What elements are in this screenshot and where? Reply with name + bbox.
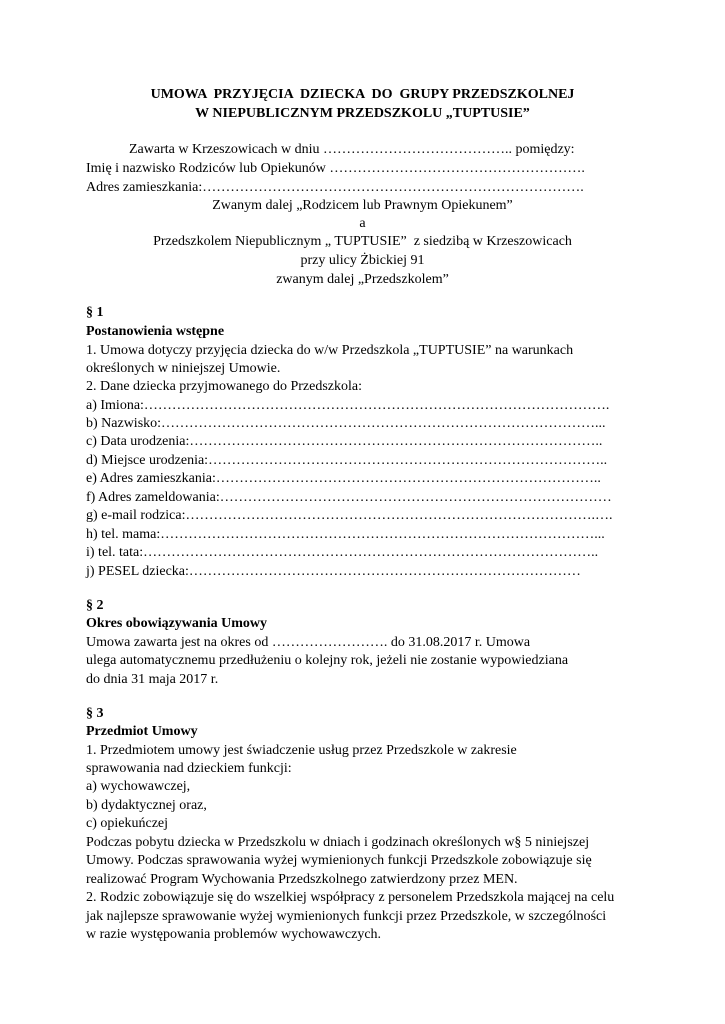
section-1-paragraph-1b: określonych w niniejszej Umowie. [86, 361, 281, 376]
section-3-number: § 3 [86, 706, 104, 721]
section-1-heading: Postanowienia wstępne [86, 324, 225, 339]
called-parent-line: Zwanym dalej „Rodzicem lub Prawnym Opiekunem” [212, 198, 513, 213]
section-1-paragraph-2: 2. Dane dziecka przyjmowanego do Przedszkola: [86, 379, 363, 394]
called-preschool-line: zwanym dalej „Przedszkolem” [276, 272, 449, 287]
section-3-line: Umowy. Podczas sprawowania wyżej wymienionych funkcji Przedszkole zobowiązuje się [86, 853, 592, 868]
street-line: przy ulicy Żbickiej 91 [300, 253, 425, 268]
child-birth-place-field: d) Miejsce urodzenia:………………………………………………………………………….. [86, 453, 608, 468]
section-3-heading: Przedmiot Umowy [86, 724, 198, 739]
parent-email-field: g) e-mail rodzica:…………………………………………………………………………….…. [86, 508, 613, 523]
section-1-paragraph-1a: 1. Umowa dotyczy przyjęcia dziecka do w/w Przedszkola „TUPTUSIE” na warunkach [86, 343, 574, 358]
section-3-line: 2. Rodzic zobowiązuje się do wszelkiej współpracy z personelem Przedszkola mającej na celu [86, 890, 615, 905]
section-2-line-2: ulega automatycznemu przedłużeniu o kolejny rok, jeżeli nie zostanie wypowiedziana [86, 653, 569, 668]
section-3-line: 1. Przedmiotem umowy jest świadczenie usług przez Przedszkole w zakresie [86, 743, 517, 758]
section-3-line: w razie występowania problemów wychowawczych. [86, 927, 382, 942]
child-first-names-field: a) Imiona:………………………………………………………………………………………. [86, 398, 610, 413]
child-pesel-field: j) PESEL dziecka:………………………………………………………………………… [86, 564, 581, 579]
father-phone-field: i) tel. tata:…………………………………………………………………………………….. [86, 545, 599, 560]
document-title-line-2: W NIEPUBLICZNYM PRZEDSZKOLU „TUPTUSIE” [195, 106, 530, 121]
section-3-line: Podczas pobytu dziecka w Przedszkolu w dniach i godzinach określonych w§ 5 niniejszej [86, 835, 590, 850]
section-3-line: jak najlepsze sprawowanie wyżej wymienionych funkcji przez Przedszkole, w szczególności [86, 909, 607, 924]
child-registered-address-field: f) Adres zameldowania:………………………………………………………………………… [86, 490, 612, 505]
and-line: a [359, 216, 366, 231]
section-1-number: § 1 [86, 305, 104, 320]
section-2-line-1: Umowa zawarta jest na okres od ……………………. do 31.08.2017 r. Umowa [86, 635, 531, 650]
section-3-line: c) opiekuńczej [86, 816, 169, 831]
preschool-line: Przedszkolem Niepublicznym „ TUPTUSIE” z siedzibą w Krzeszowicach [153, 234, 572, 249]
section-3-line: sprawowania nad dzieckiem funkcji: [86, 761, 292, 776]
section-3-line: b) dydaktycznej oraz, [86, 798, 207, 813]
parents-name-line: Imię i nazwisko Rodziców lub Opiekunów ………………………………………………. [86, 161, 585, 176]
section-2-line-3: do dnia 31 maja 2017 r. [86, 672, 219, 687]
child-home-address-field: e) Adres zamieszkania:……………………………………………………………………….. [86, 471, 601, 486]
section-2-number: § 2 [86, 598, 104, 613]
mother-phone-field: h) tel. mama:…………………………………………………………………………………... [86, 527, 605, 542]
section-3-line: realizować Program Wychowania Przedszkolnego zatwierdzony przez MEN. [86, 872, 518, 887]
child-surname-field: b) Nazwisko:…………………………………………………………………………………... [86, 416, 606, 431]
concluded-line: Zawarta w Krzeszowicach w dniu ………………………………….. pomiędzy: [129, 142, 575, 157]
child-birth-date-field: c) Data urodzenia:…………………………………………………………………………….. [86, 434, 603, 449]
section-3-line: a) wychowawczej, [86, 779, 191, 794]
document-title-line-1: UMOWA PRZYJĘCIA DZIECKA DO GRUPY PRZEDSZKOLNEJ [150, 87, 575, 102]
address-line: Adres zamieszkania:………………………………………………………………………. [86, 180, 584, 195]
section-2-heading: Okres obowiązywania Umowy [86, 616, 267, 631]
